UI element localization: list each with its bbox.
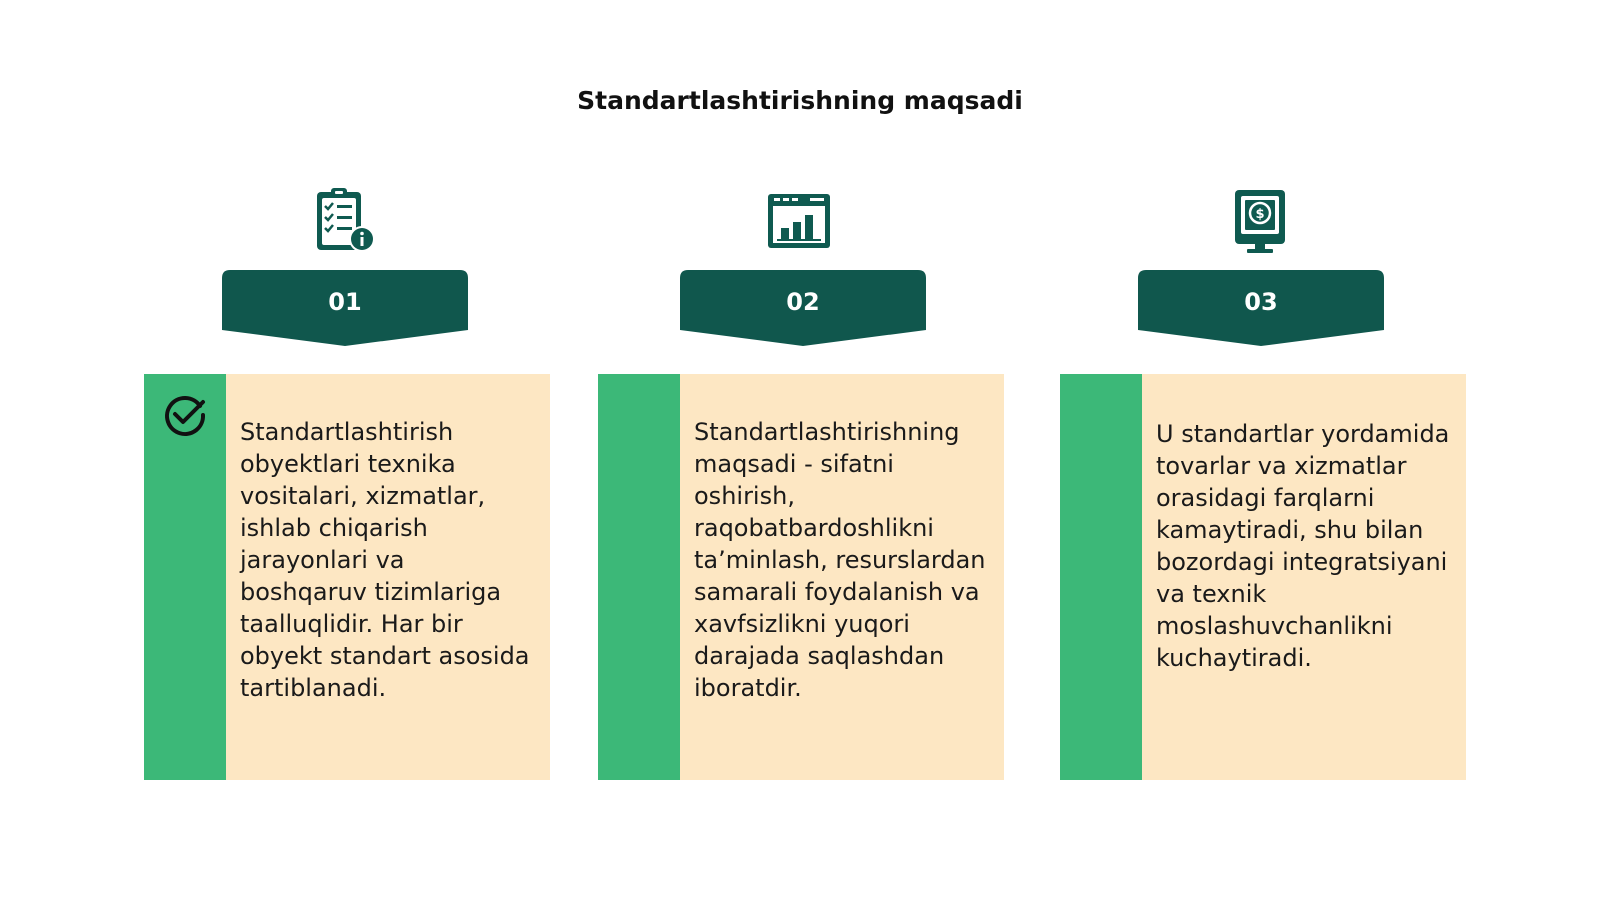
- page-title: Standartlashtirishning maqsadi: [577, 86, 1023, 115]
- card-stripe: [598, 374, 680, 780]
- step-badge: [222, 270, 468, 346]
- card-stripe: [144, 374, 226, 780]
- card-text: Standartlashtirishning maqsadi - sifatni oshirish, raqobatbardoshlikni ta’minlash, resurslardan samarali foydalanish va xavfsizlikni yuqori darajada saqlashdan iboratdir.: [694, 418, 986, 702]
- column-2: [598, 0, 1008, 900]
- step-number: 01: [328, 288, 362, 316]
- svg-text:$: $: [1255, 207, 1265, 222]
- step-number: 02: [786, 288, 820, 316]
- monitor-dollar-icon: [1225, 186, 1295, 256]
- column-1: [144, 0, 554, 900]
- clipboard-checklist-icon: [309, 186, 379, 256]
- info-card: [1060, 374, 1466, 780]
- info-card: [144, 374, 550, 780]
- card-stripe: [1060, 374, 1142, 780]
- card-text: Standartlashtirish obyektlari texnika vositalari, xizmatlar, ishlab chiqarish jarayonlari va boshqaruv tizimlariga taalluqlidir. Har bir obyekt standart asosida tartiblanadi.: [240, 418, 530, 702]
- bar-chart-window-icon: [764, 186, 834, 256]
- card-text: U standartlar yordamida tovarlar va xizmatlar orasidagi farqlarni kamaytiradi, shu bilan bozordagi integratsiyani va texnik moslashuvchanlikni kuchaytiradi.: [1156, 420, 1450, 672]
- column-3: [1060, 0, 1470, 900]
- check-circle-icon: [162, 392, 208, 438]
- step-number: 03: [1244, 288, 1278, 316]
- info-card: [598, 374, 1004, 780]
- step-badge: [680, 270, 926, 346]
- step-badge: [1138, 270, 1384, 346]
